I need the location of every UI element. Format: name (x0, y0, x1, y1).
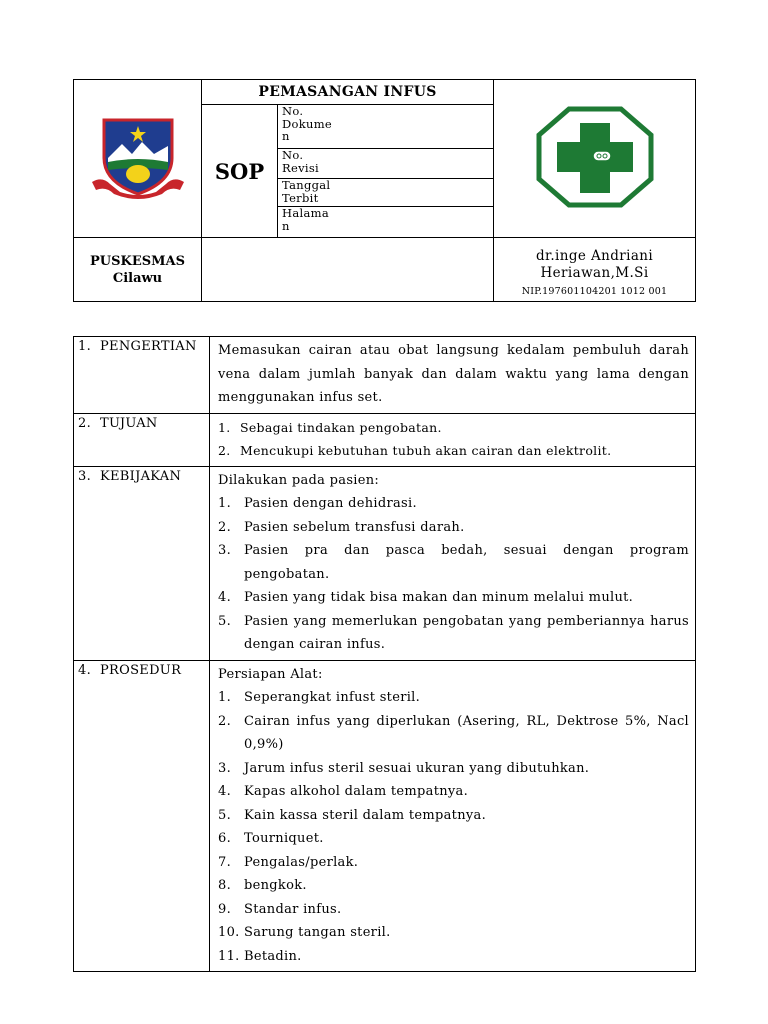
section-pengertian (74, 337, 696, 414)
prosedur-list (218, 686, 689, 968)
field-no-revisi: No. Revisi (278, 149, 494, 179)
pengertian-text: Memasukan cairan atau obat langsung kedalam pembuluh darah vena dalam jumlah banyak dan dalam waktu yang lama dengan menggunakan infus set. (210, 337, 696, 414)
health-logo-cell (494, 80, 696, 238)
signer-name-line2: Heriawan,M.Si (540, 264, 649, 281)
list-item: 9. Standar infus. (218, 901, 342, 917)
signer-nip: NIP.197601104201 1012 001 (521, 285, 668, 297)
document-title: PEMASANGAN INFUS (202, 80, 494, 105)
list-item: 1. Pasien dengan dehidrasi. (218, 496, 417, 511)
list-item: 2. Cairan infus yang diperlukan (Asering, RL, Dektrose 5%, Nacl 0,9%) (218, 713, 689, 752)
list-item: 8. bengkok. (218, 878, 307, 893)
puskesmas-label: PUSKESMAS (90, 253, 185, 269)
sop-content-table (73, 336, 696, 972)
section-label: 4. PROSEDUR (74, 660, 210, 972)
garut-regency-emblem (90, 112, 186, 202)
list-item: 3. Jarum infus steril sesuai ukuran yang dibutuhkan. (218, 760, 590, 776)
kebijakan-list (218, 492, 689, 657)
list-item: 4. Kapas alkohol dalam tempatnya. (218, 784, 469, 799)
list-item: 1. Sebagai tindakan pengobatan. (218, 419, 442, 435)
list-item: 5. Kain kassa steril dalam tempatnya. (218, 807, 487, 823)
list-item: 1. Seperangkat infust steril. (218, 690, 421, 705)
puskesmas-cross-logo (533, 103, 657, 211)
sop-header-table (73, 79, 696, 302)
list-item: 10. Sarung tangan steril. (218, 925, 391, 940)
field-tanggal-terbit: Tanggal Terbit (278, 179, 494, 207)
section-label: 2. TUJUAN (74, 413, 210, 466)
signature-block (494, 238, 696, 302)
section-prosedur (74, 660, 696, 972)
list-item: 4. Pasien yang tidak bisa makan dan minum melalui mulut. (218, 590, 634, 605)
list-item: 5. Pasien yang memerlukan pengobatan yang pemberiannya harus dengan cairan infus. (218, 613, 689, 652)
empty-cell (202, 238, 494, 302)
field-halaman: Halama n (278, 207, 494, 238)
list-item: 6. Tourniquet. (218, 831, 324, 846)
regency-logo-cell (74, 80, 202, 238)
tujuan-list (218, 416, 689, 463)
puskesmas-location: Cilawu (112, 270, 163, 286)
section-label: 3. KEBIJAKAN (74, 466, 210, 660)
section-tujuan (74, 413, 696, 466)
section-kebijakan (74, 466, 696, 660)
sop-label: SOP (202, 105, 278, 238)
puskesmas-name (74, 238, 202, 302)
list-item: 11. Betadin. (218, 948, 302, 964)
kebijakan-intro: Dilakukan pada pasien: (218, 472, 380, 488)
list-item: 2. Mencukupi kebutuhan tubuh akan cairan dan elektrolit. (218, 443, 612, 458)
list-item: 3. Pasien pra dan pasca bedah, sesuai dengan program pengobatan. (218, 543, 689, 582)
field-no-dokumen: No. Dokume n (278, 105, 494, 149)
prosedur-intro: Persiapan Alat: (218, 666, 323, 682)
section-label: 1. PENGERTIAN (74, 337, 210, 414)
signer-name-line1: dr.inge Andriani (535, 247, 654, 264)
list-item: 7. Pengalas/perlak. (218, 854, 359, 870)
list-item: 2. Pasien sebelum transfusi darah. (218, 519, 465, 535)
